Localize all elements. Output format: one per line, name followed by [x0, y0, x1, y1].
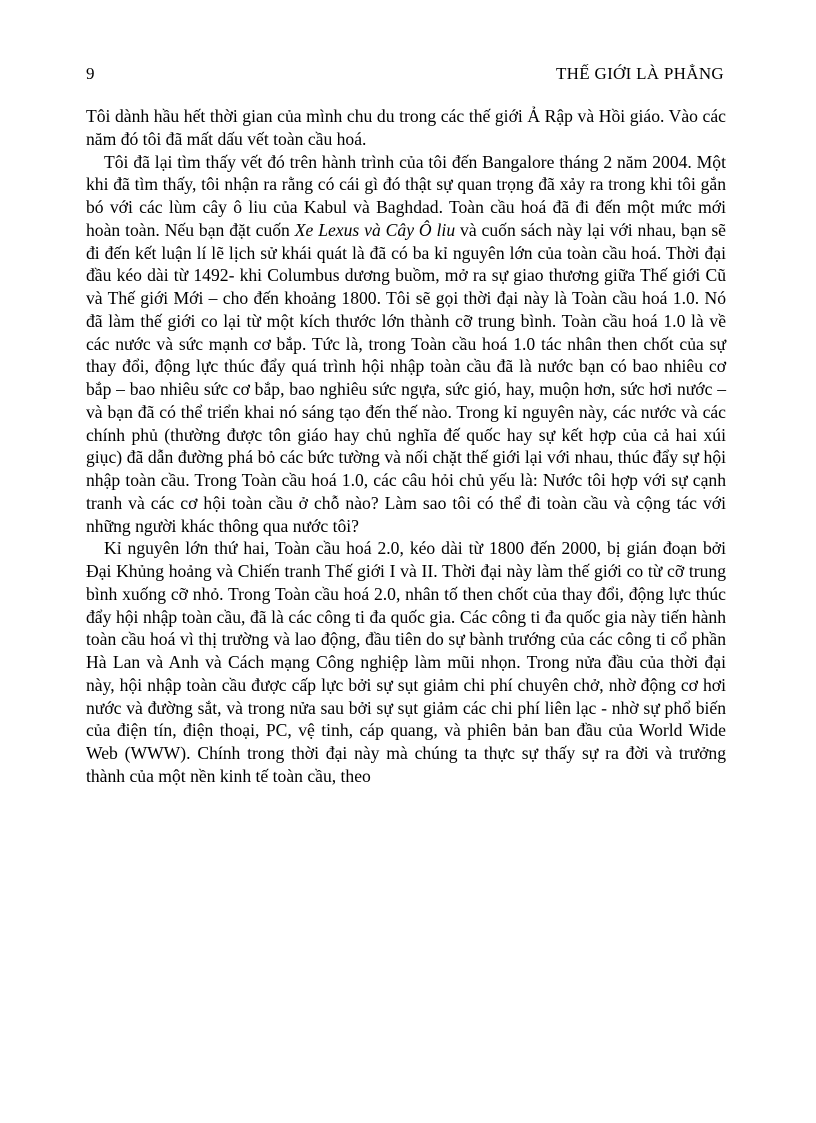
paragraph-2 — [86, 151, 726, 538]
body-text — [86, 105, 726, 788]
paragraph-3: Kỉ nguyên lớn thứ hai, Toàn cầu hoá 2.0, kéo dài từ 1800 đến 2000, bị gián đoạn bởi Đại Khủng hoảng và Chiến tranh Thế giới I và II. Thời đại này làm thế giới co từ cỡ trung bình xuống cỡ nhỏ. Trong Toàn cầu hoá 2.0, nhân tố then chốt của thay đổi, động lực thúc đẩy hội nhập toàn cầu, đã là các công ti đa quốc gia. Các công ti đa quốc gia này tiến hành toàn cầu hoá vì thị trường và lao động, đầu tiên do sự bành trướng của các công ti cổ phần Hà Lan và Anh và Cách mạng Công nghiệp làm mũi nhọn. Trong nửa đầu của thời đại này, hội nhập toàn cầu được cấp lực bởi sự sụt giảm chi phí chuyên chở, nhờ động cơ hơi nước và đường sắt, và trong nửa sau bởi sự sụt giảm các chi phí liên lạc - nhờ sự phổ biến của điện tín, điện thoại, PC, vệ tinh, cáp quang, và phiên bản ban đầu của World Wide Web (WWW). Chính trong thời đại này mà chúng ta thực sự thấy sự ra đời và trưởng thành của một nền kinh tế toàn cầu, theo — [86, 538, 726, 786]
running-title: THẾ GIỚI LÀ PHẲNG — [556, 64, 724, 83]
page-number: 9 — [86, 64, 95, 83]
page-header — [86, 62, 724, 86]
paragraph-2-text-before: Tôi đã lại tìm thấy vết đó trên hành trình của tôi đến Bangalore tháng 2 năm 2004. Một khi đã tìm thấy, tôi nhận ra rằng có cái gì đó thật sự quan trọng đã xảy ra trong khi tôi gắn bó với các lùm cây ô liu của Kabul và Baghdad. Toàn cầu hoá đã đi đến một mức mới hoàn toàn. Nếu bạn đặt cuốn — [86, 151, 726, 240]
paragraph-1: Tôi dành hầu hết thời gian của mình chu du trong các thế giới Ả Rập và Hồi giáo. Vào các năm đó tôi đã mất dấu vết toàn cầu hoá. — [86, 106, 726, 149]
book-title-italic: Xe Lexus và Cây Ô liu — [294, 219, 456, 240]
paragraph-2-text-after: và cuốn sách này lại với nhau, bạn sẽ đi đến kết luận lí lẽ lịch sử khái quát là đã có ba kỉ nguyên lớn của toàn cầu hoá. Thời đại đầu kéo dài từ 1492- khi Columbus dương buồm, mở ra sự giao thương giữa Thế giới Cũ và Thế giới Mới – cho đến khoảng 1800. Tôi sẽ gọi thời đại này là Toàn cầu hoá 1.0. Nó đã làm thế giới co lại từ một kích thước lớn thành cỡ trung bình. Toàn cầu hoá 1.0 là về các nước và sức mạnh cơ bắp. Tức là, trong Toàn cầu hoá 1.0 tác nhân then chốt của sự thay đổi, động lực thúc đẩy quá trình hội nhập toàn cầu đã là nước bạn có bao nhiêu cơ bắp – bao nhiêu sức cơ bắp, bao nghiêu sức ngựa, sức gió, hay, muộn hơn, sức hơi nước – và bạn đã có thể triển khai nó sáng tạo đến thế nào. Trong kỉ nguyên này, các nước và các chính phủ (thường được tôn giáo hay chủ nghĩa đế quốc hay sự kết hợp của cả hai xúi giục) đã dẫn đường phá bỏ các bức tường và nối chặt thế giới lại với nhau, thúc đẩy sự hội nhập toàn cầu. Trong Toàn cầu hoá 1.0, các câu hỏi chủ yếu là: Nước tôi hợp với sự cạnh tranh và các cơ hội toàn cầu ở chỗ nào? Làm sao tôi có thể đi toàn cầu và cộng tác với những người khác thông qua nước tôi? — [86, 219, 726, 536]
